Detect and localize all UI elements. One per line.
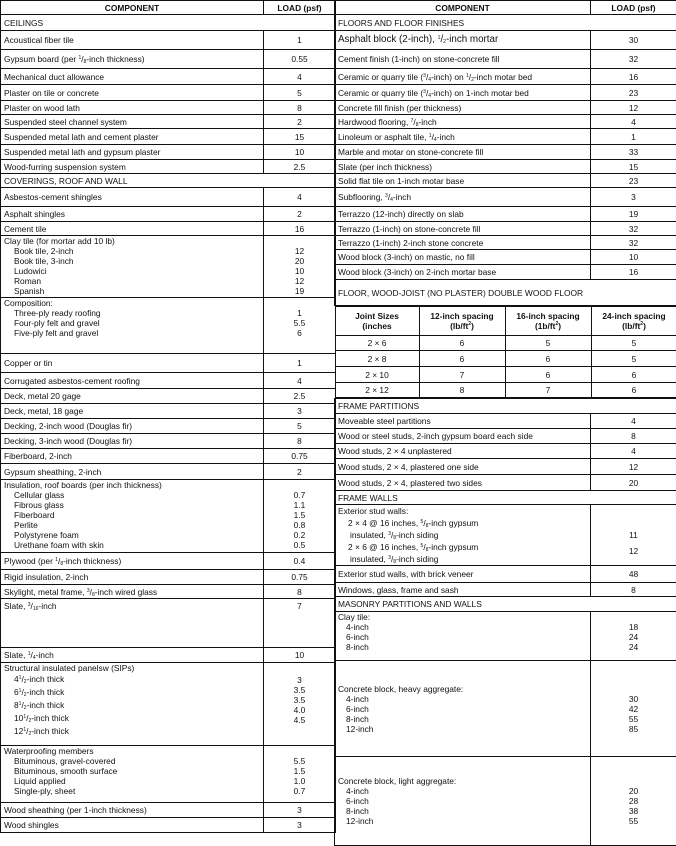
table-row-waterproofing: Waterproofing members Bituminous, gravel-covered Bituminous, smooth surface Liquid applied Single-ply, sheet 5.5 1.5 1.0 0.7 bbox=[1, 746, 336, 803]
table-row: Decking, 2-inch wood (Douglas fir) 5 bbox=[1, 419, 336, 434]
table-row: Suspended metal lath and cement plaster 15 bbox=[1, 129, 336, 145]
table-row-clay-tile: Clay tile: 4-inch 6-inch 8-inch 18 24 24 bbox=[335, 612, 676, 661]
column-header-load: LOAD (psf) bbox=[591, 1, 676, 15]
wood-joist-subtable-row bbox=[335, 306, 676, 399]
table-row: Terrazzo (1-inch) on stone-concrete fill 32 bbox=[335, 222, 676, 236]
table-row: Wood or steel studs, 2-inch gypsum board each side 8 bbox=[335, 429, 676, 444]
column-header-component: COMPONENT bbox=[1, 1, 264, 15]
table-row: Marble and motar on stone-concrete fill 33 bbox=[335, 145, 676, 160]
table-row-composition: Composition: Three-ply ready roofing Four-ply felt and gravel Five-ply felt and gravel 1 5.5 6 bbox=[1, 298, 336, 354]
table-row: 2 × 8 6 6 5 bbox=[335, 351, 676, 367]
table-row: Cement finish (1-inch) on stone-concrete fill 32 bbox=[335, 50, 676, 69]
table-row: Wood block (3-inch) on mastic, no fill 10 bbox=[335, 250, 676, 265]
table-row: Terrazzo (1-inch) 2-inch stone concrete 32 bbox=[335, 236, 676, 250]
table-row: Skylight, metal frame, $^3/_8$-inch wired glass 8 bbox=[1, 585, 336, 599]
table-row: Plaster on tile or concrete 5 bbox=[1, 85, 336, 101]
table-row: Exterior stud walls, with brick veneer 48 bbox=[335, 566, 676, 583]
table-row-clay-tile: Clay tile (for mortar add 10 lb) Book tile, 2-inch Book tile, 3-inch Ludowici Roman Spanish 12 20 10 12 19 bbox=[1, 236, 336, 298]
table-row: Wood studs, 2 × 4 unplastered 4 bbox=[335, 444, 676, 459]
left-load-table bbox=[0, 0, 335, 833]
section-heading-ceilings: CEILINGS bbox=[1, 15, 336, 31]
table-header bbox=[1, 1, 336, 15]
table-row-exterior-stud-walls: Exterior stud walls: 2 × 4 @ 16 inches, $^5/_8$-inch gypsum insulated, $^3/_8$-inch siding 2 × 6 @ 16 inches, $^5/_8$-inch gypsum insulated, $^3/_8$-inch siding 11 12 bbox=[335, 505, 676, 566]
table-row: Asbestos-cement shingles 4 bbox=[1, 188, 336, 207]
table-row: Rigid insulation, 2-inch 0.75 bbox=[1, 570, 336, 585]
table-row: Slate, $^3/_{16}$-inch 7 bbox=[1, 599, 336, 648]
table-row-insulation: Insulation, roof boards (per inch thickness) Cellular glass Fibrous glass Fiberboard Perlite Polystyrene foam Urethane foam with skin 0.7 1.1 1.5 0.8 0.2 0.5 bbox=[1, 480, 336, 553]
table-row: Wood sheathing (per 1-inch thickness) 3 bbox=[1, 803, 336, 818]
table-row: Wood-furring suspension system 2.5 bbox=[1, 160, 336, 174]
table-row: 2 × 6 6 5 5 bbox=[335, 336, 676, 351]
table-row: Solid flat tile on 1-inch motar base 23 bbox=[335, 174, 676, 188]
table-row: Gypsum board (per $^1/_8$-inch thickness) 0.55 bbox=[1, 50, 336, 69]
section-heading-frame-partitions: FRAME PARTITIONS bbox=[335, 399, 676, 414]
table-row: Slate (per inch thickness) 15 bbox=[335, 160, 676, 174]
table-header: Joint Sizes (inches 12-inch spacing $(lb/ft^2)$ 16-inch spacing $(1b/ft^2)$ 24-inch spacing $(lb/ft^2)$ bbox=[335, 307, 676, 336]
table-row: Deck, metal 20 gage 2.5 bbox=[1, 389, 336, 404]
section-heading-frame-walls: FRAME WALLS bbox=[335, 491, 676, 505]
table-row: 2 × 10 7 6 6 bbox=[335, 367, 676, 383]
table-row: Suspended metal lath and gypsum plaster 10 bbox=[1, 145, 336, 160]
section-heading-coverings: COVERINGS, ROOF AND WALL bbox=[1, 174, 336, 188]
table-header bbox=[335, 1, 676, 15]
table-row-concrete-light: Concrete block, light aggregate: 4-inch 6-inch 8-inch 12-inch 20 28 38 55 bbox=[335, 757, 676, 846]
table-row: Copper or tin 1 bbox=[1, 354, 336, 373]
table-row: Wood studs, 2 × 4, plastered one side 12 bbox=[335, 459, 676, 475]
table-row: Mechanical duct allowance 4 bbox=[1, 69, 336, 85]
wood-joist-table bbox=[335, 306, 676, 398]
section-heading-masonry: MASONRY PARTITIONS AND WALLS bbox=[335, 597, 676, 612]
right-load-table bbox=[334, 0, 676, 846]
column-header-load: LOAD (psf) bbox=[264, 1, 336, 15]
table-row: Hardwood flooring, $^7/_8$-inch 4 bbox=[335, 115, 676, 129]
table-row: Windows, glass, frame and sash 8 bbox=[335, 583, 676, 597]
table-row: Asphalt shingles 2 bbox=[1, 207, 336, 222]
table-row: Wood studs, 2 × 4, plastered two sides 20 bbox=[335, 475, 676, 491]
table-row: Terrazzo (12-inch) directly on slab 19 bbox=[335, 207, 676, 222]
table-row-concrete-heavy: Concrete block, heavy aggregate: 4-inch 6-inch 8-inch 12-inch 30 42 55 85 bbox=[335, 661, 676, 757]
table-row: Gypsum sheathing, 2-inch 2 bbox=[1, 464, 336, 480]
table-row: Suspended steel channel system 2 bbox=[1, 115, 336, 129]
table-row: Fiberboard, 2-inch 0.75 bbox=[1, 449, 336, 464]
table-row-sips: Structural insulated panelsw (SIPs) $4^1/_2$-inch thick $6^1/_2$-inch thick $8^1/_2$-inch thick $10^1/_2$-inch thick $12^1/_2$-inch thick 3 3.5 3.5 4.0 4.5 bbox=[1, 663, 336, 746]
section-heading-wood-joist: FLOOR, WOOD-JOIST (NO PLASTER) DOUBLE WOOD FLOOR bbox=[335, 280, 676, 306]
table-row: Cement tile 16 bbox=[1, 222, 336, 236]
table-row: Ceramic or quarry tile $(^3/_4-inch)$ on $^1/_2$-inch motar bed 16 bbox=[335, 69, 676, 85]
table-row: Plaster on wood lath 8 bbox=[1, 101, 336, 115]
table-row: Plywood (per $^1/_8$-inch thickness) 0.4 bbox=[1, 553, 336, 570]
table-row: 2 × 12 8 7 6 bbox=[335, 383, 676, 398]
table-row: Wood shingles 3 bbox=[1, 818, 336, 833]
table-row: Moveable steel partitions 4 bbox=[335, 414, 676, 429]
table-row: Ceramic or quarry tile $(^3/_4-inch)$ on 1-inch motar bed 23 bbox=[335, 85, 676, 101]
section-heading-floors: FLOORS AND FLOOR FINISHES bbox=[335, 15, 676, 31]
table-row: Subflooring, $^3/_4$-inch 3 bbox=[335, 188, 676, 207]
table-row: Slate, $^1/_4$-inch 10 bbox=[1, 648, 336, 663]
table-row: Corrugated asbestos-cement roofing 4 bbox=[1, 373, 336, 389]
table-row: Concrete fill finish (per thickness) 12 bbox=[335, 101, 676, 115]
table-row: Decking, 3-inch wood (Douglas fir) 8 bbox=[1, 434, 336, 449]
column-header-component: COMPONENT bbox=[335, 1, 591, 15]
table-row: Asphalt block (2-inch), $^1/_2$-inch mortar 30 bbox=[335, 31, 676, 50]
table-row: Deck, metal, 18 gage 3 bbox=[1, 404, 336, 419]
table-row: Wood block (3-inch) on 2-inch mortar base 16 bbox=[335, 265, 676, 280]
table-row: Acoustical fiber tile 1 bbox=[1, 31, 336, 50]
table-row: Linoleum or asphalt tile, $^1/_4$-inch 1 bbox=[335, 129, 676, 145]
